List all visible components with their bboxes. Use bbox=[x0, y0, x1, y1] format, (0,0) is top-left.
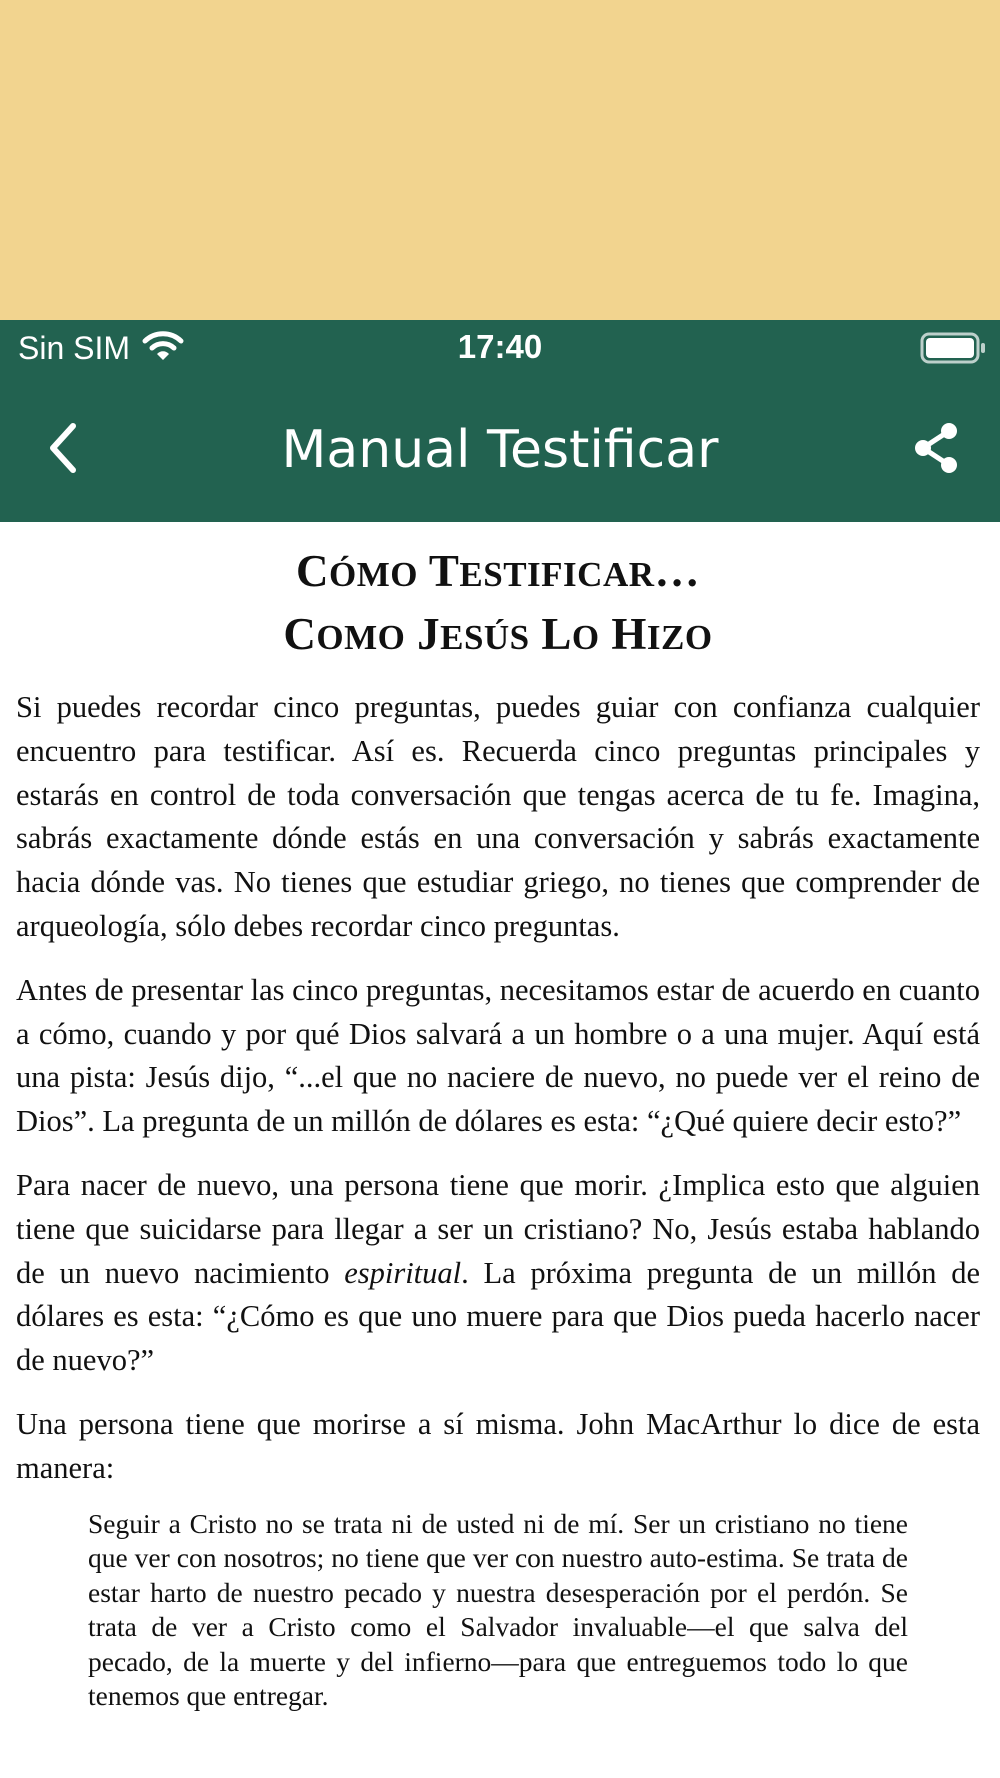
paragraph-text: Para nacer de nuevo, una persona tiene que morir. ¿Implica esto que alguien tiene que suicidarse para llegar a ser un cristiano? No, Jesús estaba hablando de un nuevo nacimiento bbox=[16, 1167, 980, 1290]
paragraph: Una persona tiene que morirse a sí misma. John MacArthur lo dice de esta manera: bbox=[16, 1406, 980, 1485]
share-icon bbox=[912, 422, 960, 474]
battery-icon bbox=[920, 332, 986, 364]
top-banner-area bbox=[0, 0, 1000, 320]
app-bar bbox=[0, 320, 1000, 522]
share-button[interactable] bbox=[900, 412, 972, 484]
paragraph-text: . La próxima pregunta de un millón de dólares es esta: “¿Cómo es que uno muere para que Dios pueda hacerlo nacer de nuevo?” bbox=[16, 1255, 980, 1378]
navigation-row bbox=[0, 376, 1000, 522]
paragraph bbox=[16, 1164, 980, 1383]
paragraph: Si puedes recordar cinco preguntas, puedes guiar con confianza cualquier encuentro para testificar. Así es. Recuerda cinco preguntas principales y estarás en control de toda conversación que tengas acerca de tu fe. Imagina, sabrás exactamente dónde estás en una conversación y sabrás exactamente hacia dónde vas. No tienes que estudiar griego, no tienes que comprender de arqueología, sólo debes recordar cinco preguntas. bbox=[16, 690, 980, 943]
status-time: 17:40 bbox=[457, 328, 543, 365]
page-title: Manual Testificar bbox=[281, 420, 719, 480]
block-quote: Seguir a Cristo no se trata ni de usted ni de mí. Ser un cristiano no tiene que ver con nosotros; no tiene que ver con nuestro auto-estima. Se trata de estar harto de nuestro pecado y nuestra desesperación por el perdón. Se trata de ver a Cristo como el Salvador invaluable—el que salva del pecado, de la muerte y del infierno—para que entreguemos todo lo que tenemos que entregar. bbox=[88, 1507, 908, 1712]
heading-line-1: CÓMO TESTIFICAR… bbox=[295, 546, 701, 596]
emphasis-text: espiritual bbox=[344, 1255, 462, 1290]
carrier-label: Sin SIM bbox=[18, 330, 131, 366]
status-bar bbox=[0, 320, 1000, 376]
heading-line-2: COMO JESÚS LO HIZO bbox=[283, 609, 713, 659]
article-content bbox=[16, 522, 980, 1778]
paragraph: Antes de presentar las cinco preguntas, necesitamos estar de acuerdo en cuanto a cómo, cuando y por qué Dios salvará a un hombre o a una mujer. Aquí está una pista: Jesús dijo, “...el que no naciere de nuevo, no puede ver el reino de Dios”. La pregunta de un millón de dólares es esta: “¿Qué quiere decir esto?” bbox=[16, 972, 980, 1139]
article-heading bbox=[16, 544, 980, 670]
